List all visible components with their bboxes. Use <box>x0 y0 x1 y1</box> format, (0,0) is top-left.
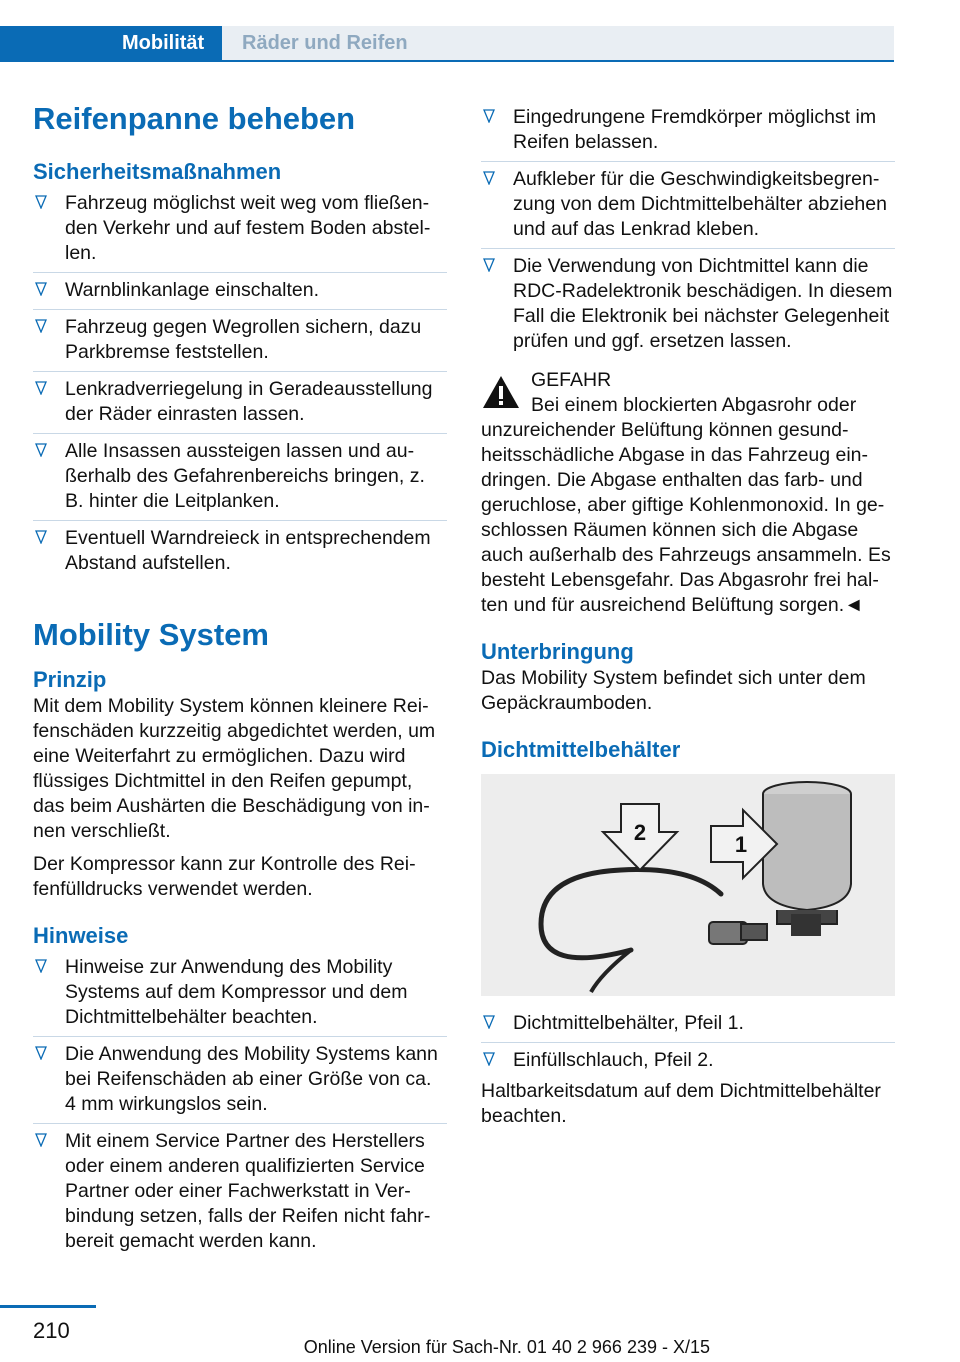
list-item: Fahrzeug möglichst weit weg vom fließenden Verkehr und auf festem Boden abstellen. <box>33 186 447 273</box>
triangle-bullet-icon <box>483 258 495 272</box>
list-item: Fahrzeug gegen Wegrollen sichern, dazu Parkbremse feststellen. <box>33 310 447 372</box>
list-item: Einfüllschlauch, Pfeil 2. <box>481 1043 895 1079</box>
heading-mobility-system: Mobility System <box>33 617 269 652</box>
heading-sicherheitsmassnahmen: Sicherheitsmaßnahmen <box>33 159 282 184</box>
fremdkoerper-list <box>481 100 895 360</box>
triangle-bullet-icon <box>35 195 47 209</box>
list-item: Lenkradverriegelung in Geradeausstellung der Räder einrasten lassen. <box>33 372 447 434</box>
arrow-2-label: 2 <box>633 820 647 845</box>
triangle-bullet-icon <box>483 171 495 185</box>
heading-dichtmittelbehaelter: Dichtmittelbehälter <box>481 737 681 762</box>
tab-raeder-und-reifen[interactable]: Räder und Reifen <box>222 26 894 60</box>
online-version-text: Online Version für Sach-Nr. 01 40 2 966 239 - X/15 <box>303 1337 710 1357</box>
figure-illustration <box>481 774 895 996</box>
tab-mobilitaet[interactable]: Mobilität <box>0 26 222 60</box>
list-item: Hinweise zur Anwendung des Mobility Systems auf dem Kompressor und dem Dichtmittelbehälter beachten. <box>33 950 447 1037</box>
list-item: Die Anwendung des Mobility Systems kann bei Reifenschäden ab einer Größe von ca. 4 mm wirkungslos sein. <box>33 1037 447 1124</box>
heading-hinweise: Hinweise <box>33 923 129 948</box>
prinzip-paragraph-2: Der Kompressor kann zur Kontrolle des Reifenfülldrucks verwendet werden. <box>33 853 416 900</box>
container-nozzle-shape <box>791 914 821 936</box>
list-item: Mit einem Service Partner des Herstellers oder einem anderen qualifizierten Service Partner oder einer Fachwerkstatt in Verbindung setzen, falls der Reifen nicht fahrbereit gemacht werden kann. <box>33 1124 447 1260</box>
dichtmittel-figure <box>481 774 895 996</box>
hose-shape <box>541 870 721 958</box>
list-item: Warnblinkanlage einschalten. <box>33 273 447 310</box>
list-item: Eventuell Warndreieck in entsprechendem Abstand aufstellen. <box>33 521 447 582</box>
footer-rule <box>0 1305 96 1308</box>
hinweise-list <box>33 950 447 1260</box>
list-item: Aufkleber für die Geschwindigkeitsbegrenzung von dem Dichtmittelbehälter abziehen und auf das Lenkrad kleben. <box>481 162 895 249</box>
sicherheit-list <box>33 186 447 582</box>
triangle-bullet-icon <box>35 319 47 333</box>
warning-triangle-icon <box>481 374 521 410</box>
unterbringung-paragraph: Das Mobility System befindet sich unter dem Gepäckraumboden. <box>481 667 866 714</box>
arrow-1-label: 1 <box>734 832 748 857</box>
triangle-bullet-icon <box>35 530 47 544</box>
left-column <box>33 100 447 1260</box>
warning-title: GEFAHR <box>531 369 612 391</box>
warning-header <box>481 368 895 418</box>
prinzip-paragraph-1: Mit dem Mobility System können kleinere Reifenschäden kurzzeitig abgedichtet werden, um eine Weiterfahrt zu ermöglichen. Dazu wird flüssiges Dichtmittel in den Reifen gepumpt, das beim Aushärten die Beschädigung von innen verschließt. <box>33 695 436 842</box>
triangle-bullet-icon <box>483 109 495 123</box>
list-item: Eingedrungene Fremdkörper möglichst im Reifen belassen. <box>481 100 895 162</box>
list-item: Die Verwendung von Dichtmittel kann die RDC-Radelektronik beschädigen. In diesem Fall die Elektronik bei nächster Gelegenheit prüfen und ggf. ersetzen lassen. <box>481 249 895 360</box>
triangle-bullet-icon <box>35 443 47 457</box>
triangle-bullet-icon <box>35 1046 47 1060</box>
right-column <box>481 100 895 1129</box>
warning-block <box>481 368 895 618</box>
triangle-bullet-icon <box>483 1015 495 1029</box>
list-item: Alle Insassen aussteigen lassen und außerhalb des Gefahrenbereichs bringen, z. B. hinter die Leitplanken. <box>33 434 447 521</box>
list-item: Dichtmittelbehälter, Pfeil 1. <box>481 1006 895 1043</box>
warning-text: Bei einem blockierten Abgasrohr oder unzureichender Belüftung können gesundheitsschädliche Abgase in das Fahrzeug eindringen. Die Abgase enthalten das farb- und geruchlose, aber giftige Kohlenmonoxid. In geschlossen Räumen können sich die Abgase auch außerhalb des Fahrzeugs ansammeln. Es besteht Lebensgefahr. Das Abgasrohr frei halten und für ausreichend Belüftung sorgen.◄ <box>481 394 891 616</box>
header-rule <box>0 60 894 62</box>
page-number: 210 <box>33 1318 70 1343</box>
connector-shape <box>741 924 767 940</box>
triangle-bullet-icon <box>483 1052 495 1066</box>
triangle-bullet-icon <box>35 1133 47 1147</box>
triangle-bullet-icon <box>35 282 47 296</box>
page-header <box>0 0 894 60</box>
heading-unterbringung: Unterbringung <box>481 639 634 664</box>
figure-legend-list <box>481 1006 895 1079</box>
haltbarkeit-paragraph: Haltbarkeitsdatum auf dem Dichtmittelbehälter beachten. <box>481 1080 881 1127</box>
triangle-bullet-icon <box>35 959 47 973</box>
heading-prinzip: Prinzip <box>33 667 107 692</box>
triangle-bullet-icon <box>35 381 47 395</box>
container-body-shape <box>763 794 851 910</box>
heading-reifenpanne: Reifenpanne beheben <box>33 101 356 136</box>
